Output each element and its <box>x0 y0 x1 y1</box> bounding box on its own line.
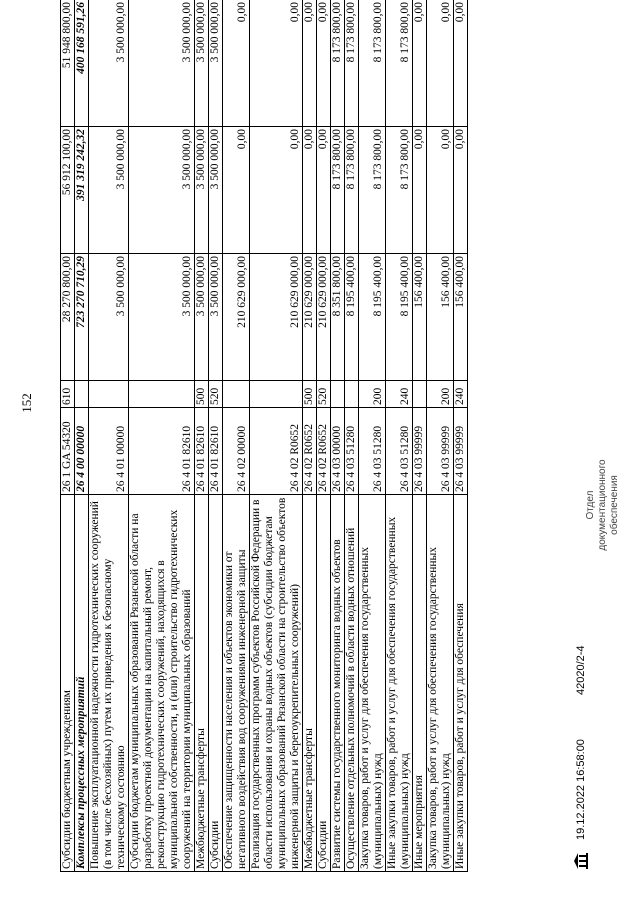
row-target-code: 26 4 01 82610 <box>209 408 223 495</box>
row-target-code: 26 4 03 00000 <box>331 408 345 495</box>
row-target-code: 26 4 01 82610 <box>129 408 195 495</box>
row-amount-year3: 0,00 <box>454 0 468 127</box>
row-target-code: 26 4 00 00000 <box>75 408 89 495</box>
row-amount-year3: 8 173 800,00 <box>331 0 345 127</box>
footer-date: 19.12.2022 16:58:00 <box>575 739 587 840</box>
row-amount-year1: 156 400,00 <box>454 254 468 381</box>
budget-table-body <box>61 0 468 872</box>
row-amount-year2: 3 500 000,00 <box>89 127 129 254</box>
row-amount-year3: 51 948 800,00 <box>61 0 75 127</box>
row-name: Межбюджетные трансферты <box>195 495 209 872</box>
row-amount-year2: 8 173 800,00 <box>331 127 345 254</box>
row-target-code: 26 4 03 99999 <box>413 408 427 495</box>
row-amount-year2: 56 912 100,00 <box>61 127 75 254</box>
row-amount-year3: 400 168 591,26 <box>75 0 89 127</box>
row-amount-year1: 156 400,00 <box>427 254 454 381</box>
row-target-code: 26 4 03 99999 <box>454 408 468 495</box>
row-amount-year3: 0,00 <box>317 0 331 127</box>
row-amount-year2: 8 173 800,00 <box>386 127 413 254</box>
table-row <box>331 0 345 872</box>
row-expense-type: 500 <box>303 381 317 408</box>
table-row <box>195 0 209 872</box>
row-name: Субсидии <box>209 495 223 872</box>
row-expense-type <box>75 381 89 408</box>
row-amount-year1: 8 351 800,00 <box>331 254 345 381</box>
table-row <box>317 0 331 872</box>
row-amount-year2: 3 500 000,00 <box>209 127 223 254</box>
row-name: Субсидии <box>317 495 331 872</box>
row-name: Закупка товаров, работ и услуг для обеспечения государственных (муниципальных) нужд <box>359 495 386 872</box>
row-name: Субсидии бюджетным учреждениям <box>61 495 75 872</box>
row-amount-year1: 210 629 000,00 <box>303 254 317 381</box>
row-expense-type <box>345 381 359 408</box>
row-expense-type <box>331 381 345 408</box>
row-name: Реализация государственных программ субъектов Российской Федерации в области использования и охраны водных объектов (субсидии бюджетам муниципальных образований Рязанской области на строительство объектов инженерной защиты и берегоукрепительных сооружений) <box>250 495 303 872</box>
row-amount-year2: 0,00 <box>454 127 468 254</box>
row-target-code: 26 4 01 82610 <box>195 408 209 495</box>
row-amount-year3: 0,00 <box>427 0 454 127</box>
row-amount-year3: 3 500 000,00 <box>195 0 209 127</box>
budget-table-container <box>60 2 605 872</box>
row-target-code: 26 4 03 51280 <box>386 408 413 495</box>
table-row <box>250 0 303 872</box>
row-expense-type <box>223 381 250 408</box>
building-logo-icon <box>573 852 589 870</box>
table-row <box>75 0 89 872</box>
budget-table <box>60 0 468 872</box>
row-amount-year2: 8 173 800,00 <box>359 127 386 254</box>
table-row <box>359 0 386 872</box>
row-amount-year2: 0,00 <box>413 127 427 254</box>
row-amount-year1: 210 629 000,00 <box>317 254 331 381</box>
row-name: Обеспечение защищенности населения и объектов экономики от негативного воздействия вод сооружениями инженерной защиты <box>223 495 250 872</box>
row-expense-type <box>89 381 129 408</box>
table-row <box>129 0 195 872</box>
row-amount-year1: 8 195 400,00 <box>345 254 359 381</box>
row-target-code: 26 4 03 51280 <box>345 408 359 495</box>
row-amount-year3: 3 500 000,00 <box>129 0 195 127</box>
row-amount-year3: 8 173 800,00 <box>345 0 359 127</box>
row-amount-year3: 3 500 000,00 <box>89 0 129 127</box>
table-row <box>386 0 413 872</box>
row-amount-year3: 0,00 <box>223 0 250 127</box>
row-expense-type: 610 <box>61 381 75 408</box>
row-amount-year1: 3 500 000,00 <box>129 254 195 381</box>
row-amount-year1: 723 270 710,29 <box>75 254 89 381</box>
row-target-code: 26 4 02 R0652 <box>303 408 317 495</box>
row-expense-type: 520 <box>209 381 223 408</box>
row-amount-year1: 210 629 000,00 <box>223 254 250 381</box>
row-name: Закупка товаров, работ и услуг для обеспечения государственных (муниципальных) нужд <box>427 495 454 872</box>
row-name: Иные закупки товаров, работ и услуг для обеспечения государственных (муниципальных) нужд <box>386 495 413 872</box>
row-amount-year1: 3 500 000,00 <box>89 254 129 381</box>
row-expense-type: 200 <box>359 381 386 408</box>
row-amount-year1: 3 500 000,00 <box>209 254 223 381</box>
row-target-code: 26 4 01 00000 <box>89 408 129 495</box>
row-amount-year3: 3 500 000,00 <box>209 0 223 127</box>
page-number: 152 <box>19 393 34 413</box>
row-name: Развитие системы государственного мониторинга водных объектов <box>331 495 345 872</box>
table-row <box>209 0 223 872</box>
row-amount-year1: 3 500 000,00 <box>195 254 209 381</box>
row-target-code: 26 4 02 R0652 <box>250 408 303 495</box>
row-amount-year2: 0,00 <box>317 127 331 254</box>
row-amount-year3: 0,00 <box>303 0 317 127</box>
row-expense-type: 500 <box>195 381 209 408</box>
document-footer <box>575 490 605 870</box>
row-name: Иные мероприятия <box>413 495 427 872</box>
row-amount-year1: 156 400,00 <box>413 254 427 381</box>
table-row <box>454 0 468 872</box>
row-amount-year2: 8 173 800,00 <box>345 127 359 254</box>
row-amount-year2: 391 319 242,32 <box>75 127 89 254</box>
row-amount-year1: 210 629 000,00 <box>250 254 303 381</box>
footer-code: 42020/2-4 <box>575 645 587 695</box>
row-target-code: 26 4 03 99999 <box>427 408 454 495</box>
row-name: Иные закупки товаров, работ и услуг для обеспечения <box>454 495 468 872</box>
table-row <box>413 0 427 872</box>
row-amount-year3: 0,00 <box>250 0 303 127</box>
row-amount-year2: 0,00 <box>303 127 317 254</box>
row-amount-year1: 8 195 400,00 <box>386 254 413 381</box>
row-expense-type: 520 <box>317 381 331 408</box>
table-row <box>89 0 129 872</box>
row-target-code: 26 4 03 51280 <box>359 408 386 495</box>
row-expense-type: 240 <box>454 381 468 408</box>
row-target-code: 26 4 02 00000 <box>223 408 250 495</box>
table-row <box>345 0 359 872</box>
table-row <box>61 0 75 872</box>
table-row <box>303 0 317 872</box>
row-amount-year1: 8 195 400,00 <box>359 254 386 381</box>
row-amount-year2: 0,00 <box>427 127 454 254</box>
row-amount-year2: 0,00 <box>250 127 303 254</box>
row-name: Субсидии бюджетам муниципальных образований Рязанской области на разработку проектной документации на капитальный ремонт, реконструкцию гидротехнических сооружений, находящихся в муниципальной собственности, и (или) строительство гидротехнических сооружений на территории муниципальных образований <box>129 495 195 872</box>
row-amount-year3: 8 173 800,00 <box>386 0 413 127</box>
row-expense-type <box>129 381 195 408</box>
department-stamp: Отдел документационного обеспечения <box>585 459 620 551</box>
row-amount-year1: 28 270 800,00 <box>61 254 75 381</box>
row-target-code: 26 4 02 R0652 <box>317 408 331 495</box>
row-target-code: 26 1 GA 54320 <box>61 408 75 495</box>
row-name: Комплексы процессных мероприятий <box>75 495 89 872</box>
row-expense-type <box>250 381 303 408</box>
row-name: Осуществление отдельных полномочий в области водных отношений <box>345 495 359 872</box>
row-amount-year2: 3 500 000,00 <box>195 127 209 254</box>
row-name: Повышение эксплуатационной надежности гидротехнических сооружений (в том числе бесхозяйных) путем их приведения к безопасному техническому состоянию <box>89 495 129 872</box>
row-amount-year2: 0,00 <box>223 127 250 254</box>
row-expense-type: 240 <box>386 381 413 408</box>
table-row <box>223 0 250 872</box>
row-name: Межбюджетные трансферты <box>303 495 317 872</box>
row-amount-year3: 8 173 800,00 <box>359 0 386 127</box>
row-expense-type: 200 <box>427 381 454 408</box>
row-expense-type <box>413 381 427 408</box>
table-row <box>427 0 454 872</box>
row-amount-year2: 3 500 000,00 <box>129 127 195 254</box>
row-amount-year3: 0,00 <box>413 0 427 127</box>
